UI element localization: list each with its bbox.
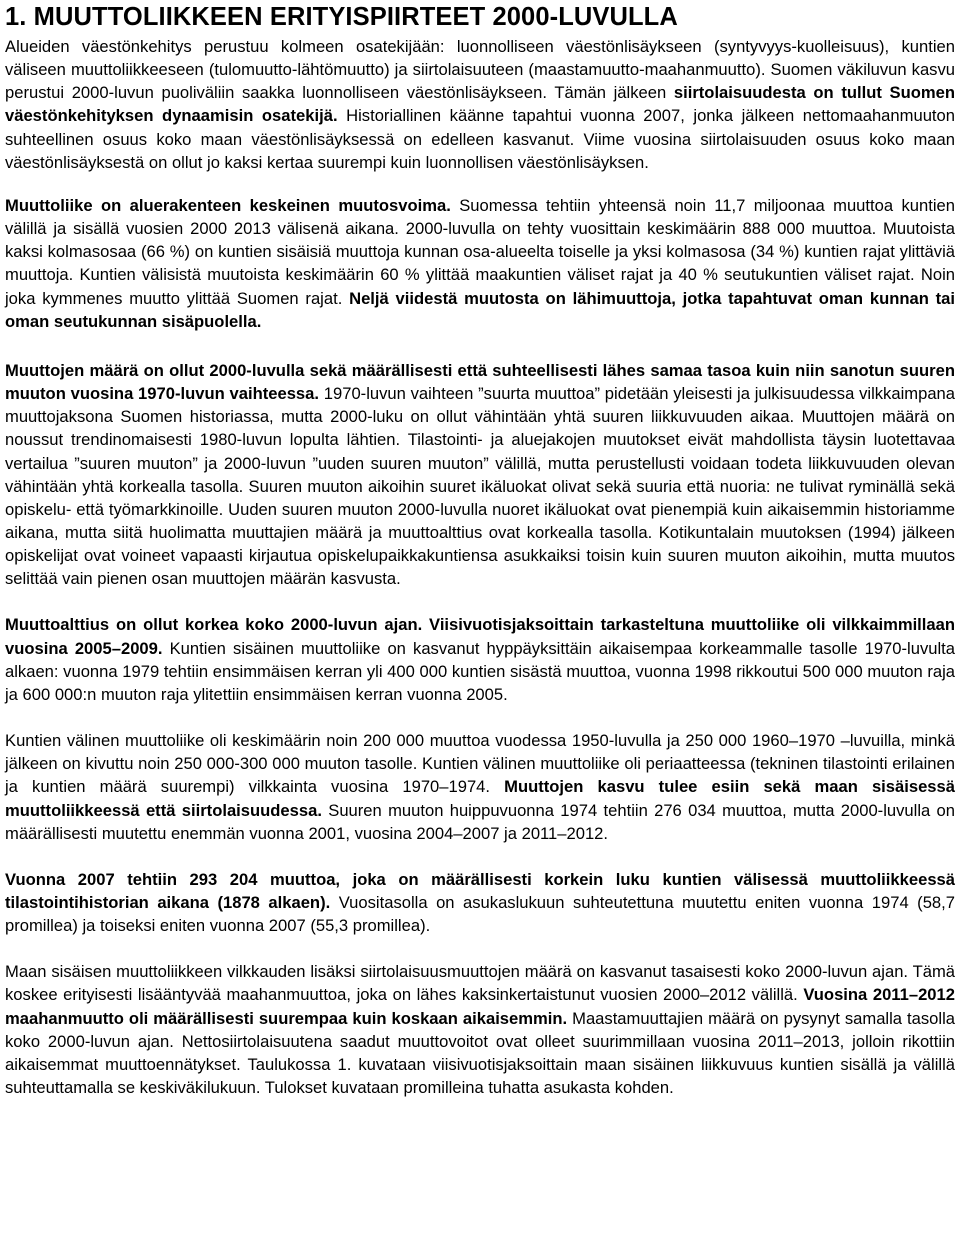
text-run: Kuntien sisäinen muuttoliike on kasvanut hyppäyksittäin aikaisempaa korkeammalle tasolle 1970-luvulta alkaen: vuonna 1979 tehtiin ensimmäisen kerran yli 400 000 kuntien sisästä muuttoa, vuonna 1998 rikkoutui 500 000 muuton raja ja 600 000:n muuton raja ylitettiin ensimmäisen kerran vuonna 2005.	[5, 638, 956, 704]
paragraph-migration-propensity	[5, 613, 955, 706]
text-run-bold: Neljä viidestä muutosta on lähimuuttoja, jotka tapahtuvat oman kunnan tai oman seutukunnan sisäpuolella.	[5, 288, 955, 331]
text-run: Suuren muuton huippuvuonna 1974 tehtiin 276 034 muuttoa, mutta 2000-luvulla on määrällisesti muutettu enemmän vuonna 2001, vuosina 2004–2007 ja 2011–2012.	[5, 800, 955, 843]
paragraph-intermunicipal-migration	[5, 729, 955, 845]
text-run-bold: Muuttoalttius on ollut korkea koko 2000-luvun ajan. Viisivuotisjaksoittain tarkasteltuna muuttoliike oli vilkkaimmillaan vuosina 2005–2009.	[5, 615, 955, 658]
text-run: 1970-luvun vaihteen ”suurta muuttoa” pidetään yleisesti ja julkisuudessa vilkkaimpana muuttojaksona Suomen historiassa, mutta 2000-luku on ollut vähintään yhtä suuren liikkuvuuden aikaa. Muuttojen määrä on noussut trendinomaisesti 1980-luvun lopulta lähtien. Tilastointi- ja aluejakojen muutokset eivät mahdollista täysin luotettavaa vertailua ”suuren muuton” ja 2000-luvun ”uuden suuren muuton” välillä, mutta perustellusti voidaan todeta liikkuvuuden olevan vähintään yhtä korkealla tasolla. Suuren muuton aikoihin suuret ikäluokat olivat sekä suuria että nuoria: ne tulivat ryminällä sekä opiskelu- että työmarkkinoille. Uuden suuren muuton 2000-luvulla nuoret ikäluokat ovat pienempiä kuin aikaisemmin historiamme aikana, mutta siitä huolimatta muuttajien määrä ja muuttoalttius ovat korkealla tasolla. Kotikuntalain muutoksen (1994) jälkeen opiskelijat ovat voineet vapaasti kirjautua opiskelupaikkakuntiensa asukkaiksi toisin kuin suuren muuton aikoihin, mutta muutos selittää vain pienen osan muuttojen määrän kasvusta.	[5, 384, 956, 589]
text-run: Maastamuuttajien määrä on pysynyt samalla tasolla koko 2000-luvun ajan. Nettosiirtolaisuutena saadut muuttovoitot ovat olleet suurimmillaan vuosina 2011–2013, jolloin rikottiin aikaisemmat muuttoennätykset. Taulukossa 1. kuvataan viisivuotisjaksoittain maan sisäinen liikkuvuus kuntien sisällä ja välillä suhteuttamalla se keskiväkilukuun. Tulokset kuvataan promilleina tuhatta asukasta kohden.	[5, 1008, 955, 1098]
text-run-bold: siirtolaisuudesta on tullut Suomen väestönkehityksen dynaamisin osatekijä.	[5, 83, 955, 126]
text-run-bold: Muuttoliike on aluerakenteen keskeinen muutosvoima.	[5, 195, 451, 215]
text-run: Kuntien välinen muuttoliike oli keskimäärin noin 200 000 muuttoa vuodessa 1950-luvulla ja 250 000 1960–1970 –luvuilla, minkä jälkeen on kivuttu noin 250 000-300 000 muuton tasolle. Kuntien välinen muuttoliike oli periaatteessa (tekninen tilastointi erilainen ja kuntien määrä suurempi) vilkkainta vuosina 1970–1974.	[5, 731, 955, 797]
text-run: Alueiden väestönkehitys perustuu kolmeen osatekijään: luonnolliseen väestönlisäykseen (syntyvyys-kuolleisuus), kuntien väliseen muuttoliikkeeseen (tulomuutto-lähtömuutto) ja siirtolaisuuteen (maastamuutto-maahanmuutto). Suomen väkiluvun kasvu perustui 2000-luvun puoliväliin saakka luonnolliseen väestönlisäykseen. Tämän jälkeen	[5, 37, 955, 103]
paragraph-migration-volume	[5, 359, 955, 591]
text-run: Suomessa tehtiin yhteensä noin 11,7 miljoonaa muuttoa kuntien välillä ja sisällä vuosien 2000 2013 välisenä aikana. 2000-luvulla on tehty vuosittain keskimäärin 888 000 muuttoa. Muutoista kaksi kolmasosaa (66 %) on kuntien sisäisiä muuttoja kunnan osa-alueelta toiselle ja yksi kolmasosa (34 %) kuntien rajat ylittäviä muuttoja. Kuntien välisistä muutoista keskimäärin 60 % ylittää maakuntien väliset rajat ja 40 % seutukuntien väliset rajat. Noin joka kymmenes muutto ylittää Suomen rajat.	[5, 195, 955, 308]
text-run-bold: Vuosina 2011–2012 maahanmuutto oli määrällisesti suurempaa kuin koskaan aikaisemmin.	[5, 985, 955, 1028]
paragraph-regional-population-development	[5, 35, 955, 174]
section-heading: 1. MUUTTOLIIKKEEN ERITYISPIIRTEET 2000-LUVULLA	[5, 3, 678, 31]
text-run: Historiallinen käänne tapahtui vuonna 2007, jonka jälkeen nettomaahanmuuton suhteellinen osuus koko maan väestönlisäyksessä on edelleen kasvanut. Viime vuosina siirtolaisuuden osuus koko maan väestönlisäyksestä on ollut jo kaksi kertaa suurempi kuin luonnollisen väestönlisäyksen.	[5, 106, 955, 172]
text-run: Vuositasolla on asukaslukuun suhteutettuna muutettu eniten vuonna 1974 (58,7 promillea) ja toiseksi eniten vuonna 2007 (55,3 promillea).	[5, 893, 955, 936]
text-run: Maan sisäisen muuttoliikkeen vilkkauden lisäksi siirtolaisuusmuuttojen määrä on kasvanut tasaisesti koko 2000-luvun ajan. Tämä koskee erityisesti lisääntyvää maahanmuuttoa, joka on lähes kaksinkertaistunut vuosien 2000–2012 välillä.	[5, 962, 955, 1005]
paragraph-migration-structure	[5, 194, 955, 333]
text-run-bold: Vuonna 2007 tehtiin 293 204 muuttoa, joka on määrällisesti korkein luku kuntien välisessä muuttoliikkeessä tilastointihistorian aikana (1878 alkaen).	[5, 869, 955, 912]
text-run-bold: Muuttojen kasvu tulee esiin sekä maan sisäisessä muuttoliikkeessä että siirtolaisuudessa.	[5, 777, 955, 820]
text-run-bold: Muuttojen määrä on ollut 2000-luvulla sekä määrällisesti että suhteellisesti lähes samaa tasoa kuin niin sanotun suuren muuton vuosina 1970-luvun vaihteessa.	[5, 360, 955, 404]
paragraph-record-year-2007	[5, 868, 955, 937]
paragraph-immigration-growth	[5, 960, 955, 1099]
